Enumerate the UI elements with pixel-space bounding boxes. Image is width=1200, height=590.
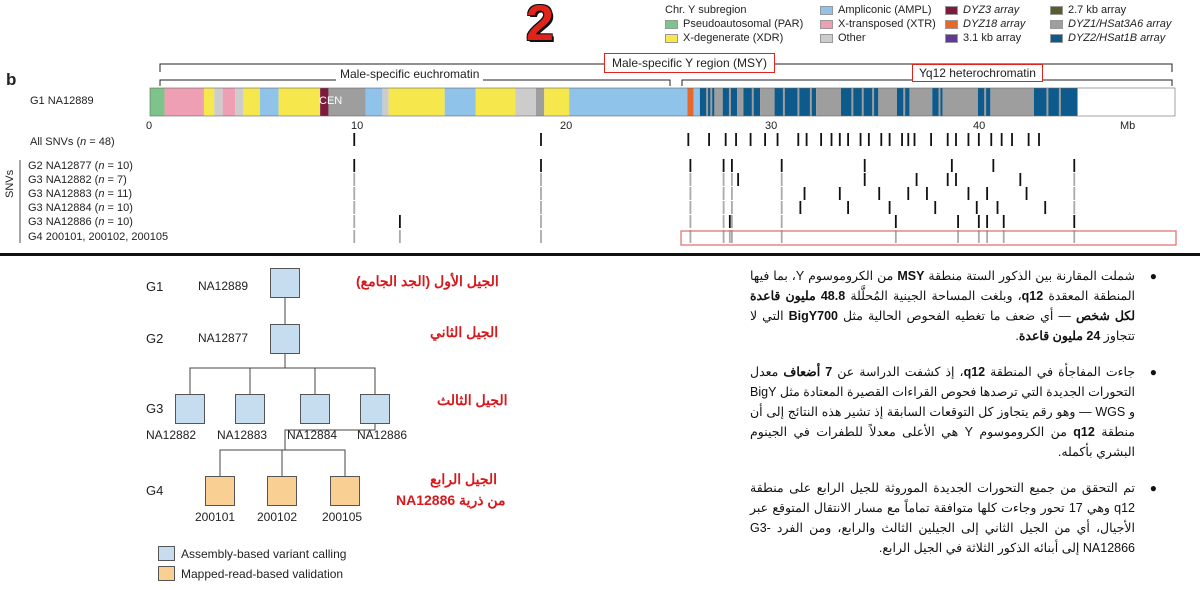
snv-tick <box>399 230 401 243</box>
gen-label-g3: G3 <box>146 401 164 416</box>
snv-tick <box>895 230 897 243</box>
legend-item-dyz18: DYZ18 array <box>945 18 1025 30</box>
snv-tick <box>907 133 909 146</box>
snv-row-label-all: All SNVs (n = 48) <box>30 136 115 148</box>
snv-tick <box>1011 133 1013 146</box>
arabic-label-g3: الجيل الثالث <box>437 392 508 408</box>
snv-tick <box>540 215 542 228</box>
chromosome-array-stripe <box>752 88 754 116</box>
snv-tick <box>735 133 737 146</box>
snv-tick <box>951 159 953 172</box>
snv-tick <box>353 173 355 186</box>
snv-tick <box>540 173 542 186</box>
snv-tick <box>764 133 766 146</box>
axis-tick-20: 20 <box>560 120 573 132</box>
snv-tick <box>690 230 692 243</box>
snv-tick <box>777 133 779 146</box>
bullet-3: ● تم التحقق من جميع التحورات الجديدة الموروثة للجيل الرابع على منطقة q12 وهي 17 تحور وجاءت كلها متوافقة تماماً مع مسار الانتقال المتوقع عبر الأجيال، أي من الجيل الثاني إلى الجيلين الثالث والرابع، ومن الفرد G3-NA12866 إلى أبنائه الذكور الثلاثة في الجيل الرابع. <box>750 478 1135 558</box>
snv-tick <box>878 187 880 200</box>
snv-row-label-g3-12884: G3 NA12884 (n = 10) <box>28 202 133 214</box>
chromosome-array-stripe <box>729 88 731 116</box>
snv-tick <box>781 201 783 214</box>
snv-tick <box>690 159 692 172</box>
snv-tick <box>353 187 355 200</box>
snv-tick <box>880 133 882 146</box>
chromosome-segment <box>544 88 569 116</box>
snv-tick <box>708 133 710 146</box>
pedigree-legend-mapped: Mapped-read-based validation <box>158 566 343 581</box>
snv-tick <box>901 133 903 146</box>
snv-tick <box>723 230 725 243</box>
chromosome-segment <box>235 88 243 116</box>
snv-tick <box>797 133 799 146</box>
snv-tick <box>690 187 692 200</box>
snv-tick <box>804 187 806 200</box>
chromosome-segment <box>476 88 515 116</box>
axis-tick-30: 30 <box>765 120 778 132</box>
snv-tick <box>781 187 783 200</box>
snv-tick <box>847 201 849 214</box>
legend-item-ampl: Ampliconic (AMPL) <box>820 4 932 16</box>
chromosome-track <box>0 0 1200 253</box>
chromosome-segment <box>536 88 544 116</box>
chromosome-array-stripe <box>872 88 874 116</box>
chromosome-segment <box>737 88 743 116</box>
euchromatin-label: Male-specific euchromatin <box>336 67 483 81</box>
snv-tick <box>781 173 783 186</box>
snv-tick <box>990 133 992 146</box>
snv-tick <box>957 230 959 243</box>
snv-tick <box>916 173 918 186</box>
chromosome-array-stripe <box>1059 88 1061 116</box>
chromosome-segment <box>214 88 222 116</box>
legend-item-xtr: X-transposed (XTR) <box>820 18 936 30</box>
pedigree-node-g4-3 <box>330 476 360 506</box>
snv-tick <box>399 215 401 228</box>
pedigree-lines <box>0 256 560 590</box>
snv-tick <box>731 187 733 200</box>
arabic-label-g2: الجيل الثاني <box>430 324 499 340</box>
snv-tick <box>934 201 936 214</box>
chromosome-segment <box>389 88 445 116</box>
axis-tick-10: 10 <box>351 120 364 132</box>
snv-tick <box>955 133 957 146</box>
snv-tick <box>820 133 822 146</box>
legend-item-dyz3: DYZ3 array <box>945 4 1019 16</box>
snv-tick <box>889 133 891 146</box>
legend-item-par: Pseudoautosomal (PAR) <box>665 18 803 30</box>
snv-tick <box>731 159 733 172</box>
chromosome-segment <box>260 88 279 116</box>
snv-tick <box>926 187 928 200</box>
snv-tick <box>731 173 733 186</box>
snv-tick <box>1044 201 1046 214</box>
bullet-1: ● شملت المقارنة بين الذكور الستة منطقة MSY من الكروموسوم Y، بما فيها المنطقة المعقدة q12، وبلغت المساحة الجينية المُحلَّلة 48.8 مليون قاعدة لكل شخص — أي ضعف ما تغطيه الفحوص الحالية مثل BigY700 التي لا تتجاوز 24 مليون قاعدة. <box>750 266 1135 346</box>
chromosome-segment <box>515 88 536 116</box>
snv-tick <box>957 215 959 228</box>
snv-tick <box>353 230 355 243</box>
snv-tick <box>992 159 994 172</box>
chromosome-segment <box>150 88 165 116</box>
chromosome-segment <box>714 88 722 116</box>
chromosome-segment <box>687 88 693 116</box>
snv-tick <box>1003 230 1005 243</box>
yq12-label: Yq12 heterochromatin <box>912 64 1043 82</box>
chromosome-segment <box>204 88 214 116</box>
snv-tick <box>976 201 978 214</box>
snv-row-label-g3-12886: G3 NA12886 (n = 10) <box>28 216 133 228</box>
gen-label-g2: G2 <box>146 331 164 346</box>
chromosome-array-stripe <box>862 88 864 116</box>
snv-tick <box>750 133 752 146</box>
pedigree-g3-label-1: NA12882 <box>146 428 197 442</box>
chromosome-array-stripe <box>1046 88 1048 116</box>
snv-tick <box>986 215 988 228</box>
chromosome-segment <box>165 88 204 116</box>
snv-row-label-g3-12882: G3 NA12882 (n = 7) <box>28 174 127 186</box>
snv-tick <box>1073 201 1075 214</box>
snv-tick <box>1073 230 1075 243</box>
snv-tick <box>955 173 957 186</box>
chromosome-segment <box>1034 88 1078 116</box>
pedigree-g1-label: NA12889 <box>198 279 249 293</box>
snv-tick <box>353 201 355 214</box>
snv-tick <box>540 159 542 172</box>
snv-tick <box>723 187 725 200</box>
snv-tick <box>860 133 862 146</box>
legend-swatch-orange <box>158 566 175 581</box>
pedigree-g3-label-4: NA12886 <box>357 428 408 442</box>
snv-tick <box>1019 173 1021 186</box>
snv-tick <box>1073 159 1075 172</box>
snv-tick <box>731 230 733 243</box>
pedigree-g4-label-2: 200102 <box>257 510 298 524</box>
bullet-2: ● جاءت المفاجأة في المنطقة q12، إذ كشفت الدراسة عن 7 أضعاف معدل التحورات الجديدة التي ترصدها فحوص القراءات القصيرة المعتادة مثل BigY و WGS — وهو رقم يتجاوز كل التوقعات السابقة إذ تشير هذه النتائج إلى أن منطقة q12 من الكروموسوم Y هي الأعلى معدلاً للطفرات في الجينوم البشري بأكمله. <box>750 362 1135 462</box>
snv-tick <box>968 187 970 200</box>
snv-tick <box>540 201 542 214</box>
snv-tick <box>895 215 897 228</box>
chromosome-segment <box>816 88 841 116</box>
centromere-label: CEN <box>319 95 343 107</box>
snv-tick <box>1001 133 1003 146</box>
chromosome-array-stripe <box>984 88 986 116</box>
chromosome-label: G1 NA12889 <box>30 95 94 107</box>
snv-tick <box>1003 215 1005 228</box>
snv-tick <box>781 215 783 228</box>
snv-tick <box>839 187 841 200</box>
chromosome-segment <box>366 88 383 116</box>
legend-swatch-blue <box>158 546 175 561</box>
summary-bullets <box>750 266 1157 574</box>
snv-tick <box>1038 133 1040 146</box>
snv-tick <box>889 201 891 214</box>
snv-tick <box>864 173 866 186</box>
chromosome-segment <box>990 88 1034 116</box>
figure-number-badge: 2 <box>526 0 554 51</box>
chromosome-segment <box>909 88 932 116</box>
chromosome-segment <box>569 88 687 116</box>
snv-tick <box>1073 173 1075 186</box>
snv-tick <box>978 133 980 146</box>
chromosome-array-stripe <box>710 88 712 116</box>
snv-tick <box>947 133 949 146</box>
axis-tick-40: 40 <box>973 120 986 132</box>
chromosome-array-stripe <box>1001 88 1003 116</box>
snv-tick <box>839 133 841 146</box>
snv-tick <box>723 201 725 214</box>
chromosome-segment <box>694 88 700 116</box>
g4-highlight-box <box>681 231 1176 245</box>
snv-tick <box>1026 187 1028 200</box>
gen-label-g1: G1 <box>146 279 164 294</box>
snv-tick <box>690 173 692 186</box>
legend-title: Chr. Y subregion <box>665 4 747 16</box>
pedigree-legend-assembly: Assembly-based variant calling <box>158 546 346 561</box>
snv-tick <box>868 133 870 146</box>
chromosome-array-stripe <box>903 88 905 116</box>
pedigree-g4-label-1: 200101 <box>195 510 236 524</box>
snv-tick <box>997 201 999 214</box>
chromosome-array-stripe <box>706 88 708 116</box>
snvs-axis-label: SNVs <box>4 169 16 198</box>
snv-tick <box>723 215 725 228</box>
chromosome-segment <box>943 88 978 116</box>
chromosome-segment <box>279 88 321 116</box>
pedigree-node-g3-1 <box>175 394 205 424</box>
pedigree-node-g1 <box>270 268 300 298</box>
pedigree-node-g3-3 <box>300 394 330 424</box>
chromosome-segment <box>445 88 476 116</box>
snv-tick <box>1028 133 1030 146</box>
snv-tick <box>799 201 801 214</box>
snv-tick <box>353 133 355 146</box>
pedigree-node-g3-4 <box>360 394 390 424</box>
snv-tick <box>907 187 909 200</box>
snv-tick <box>930 133 932 146</box>
snv-tick <box>729 230 731 243</box>
legend-item-dyz2: DYZ2/HSat1B array <box>1050 32 1165 44</box>
snv-tick <box>986 187 988 200</box>
chromosome-array-stripe <box>797 88 799 116</box>
panel-label: b <box>6 70 17 89</box>
pedigree-g3-label-3: NA12884 <box>287 428 338 442</box>
bullet-dot: ● <box>1149 269 1157 283</box>
snv-tick <box>978 230 980 243</box>
snv-row-label-g2: G2 NA12877 (n = 10) <box>28 160 133 172</box>
snv-tick <box>947 173 949 186</box>
snv-tick <box>1073 215 1075 228</box>
snv-tick <box>1073 187 1075 200</box>
axis-tick-0: 0 <box>146 120 153 132</box>
chromosome-segment <box>760 88 775 116</box>
snv-tick <box>806 133 808 146</box>
chromosome-segment <box>243 88 260 116</box>
snv-tick <box>723 159 725 172</box>
snv-tick <box>986 230 988 243</box>
arabic-label-g1: الجيل الأول (الجد الجامع) <box>356 273 499 289</box>
chromosome-segment <box>382 88 388 116</box>
pedigree-node-g3-2 <box>235 394 265 424</box>
chromosome-array-stripe <box>810 88 812 116</box>
snv-tick <box>540 133 542 146</box>
snv-tick <box>914 133 916 146</box>
snv-tick <box>353 159 355 172</box>
snv-tick <box>687 133 689 146</box>
pedigree-g2-label: NA12877 <box>198 331 249 345</box>
snv-tick <box>725 133 727 146</box>
chromosome-array-stripe <box>939 88 941 116</box>
pedigree-g3-label-2: NA12883 <box>217 428 268 442</box>
legend-item-2-7kb: 2.7 kb array <box>1050 4 1126 16</box>
snv-tick <box>847 133 849 146</box>
snv-tick <box>540 230 542 243</box>
axis-unit: Mb <box>1120 120 1136 132</box>
legend-item-dyz1: DYZ1/HSat3A6 array <box>1050 18 1171 30</box>
gen-label-g4: G4 <box>146 483 164 498</box>
pedigree-node-g4-2 <box>267 476 297 506</box>
chromosome-segment <box>878 88 897 116</box>
snv-tick <box>781 159 783 172</box>
snv-tick <box>978 215 980 228</box>
pedigree-node-g2 <box>270 324 300 354</box>
legend-item-3-1kb: 3.1 kb array <box>945 32 1021 44</box>
snv-tick <box>540 187 542 200</box>
arabic-label-g4-line1: الجيل الرابع <box>430 471 498 487</box>
snv-tick <box>831 133 833 146</box>
snv-tick <box>690 201 692 214</box>
snv-tick <box>353 215 355 228</box>
chromosome-segment <box>223 88 235 116</box>
chromosome-array-stripe <box>851 88 853 116</box>
chromosome-segment <box>932 88 942 116</box>
bullet-dot: ● <box>1149 481 1157 495</box>
snv-tick <box>731 215 733 228</box>
legend-item-xdr: X-degenerate (XDR) <box>665 32 783 44</box>
pedigree-node-g4-1 <box>205 476 235 506</box>
snv-row-label-g3-12883: G3 NA12883 (n = 11) <box>28 188 133 200</box>
snv-tick <box>864 159 866 172</box>
snv-tick <box>968 133 970 146</box>
snv-tick <box>729 215 731 228</box>
snv-tick <box>737 173 739 186</box>
legend-item-other: Other <box>820 32 866 44</box>
msy-label: Male-specific Y region (MSY) <box>604 53 775 73</box>
arabic-label-g4-line2: من ذرية NA12886 <box>396 492 506 508</box>
chromosome-array-stripe <box>1015 88 1017 116</box>
snv-row-label-g4: G4 200101, 200102, 200105 <box>28 231 169 243</box>
chromosome-array-stripe <box>783 88 785 116</box>
snv-tick <box>781 230 783 243</box>
snv-tick <box>723 173 725 186</box>
bullet-dot: ● <box>1149 365 1157 379</box>
pedigree-g4-label-3: 200105 <box>322 510 363 524</box>
snv-tick <box>731 201 733 214</box>
snv-tick <box>690 215 692 228</box>
